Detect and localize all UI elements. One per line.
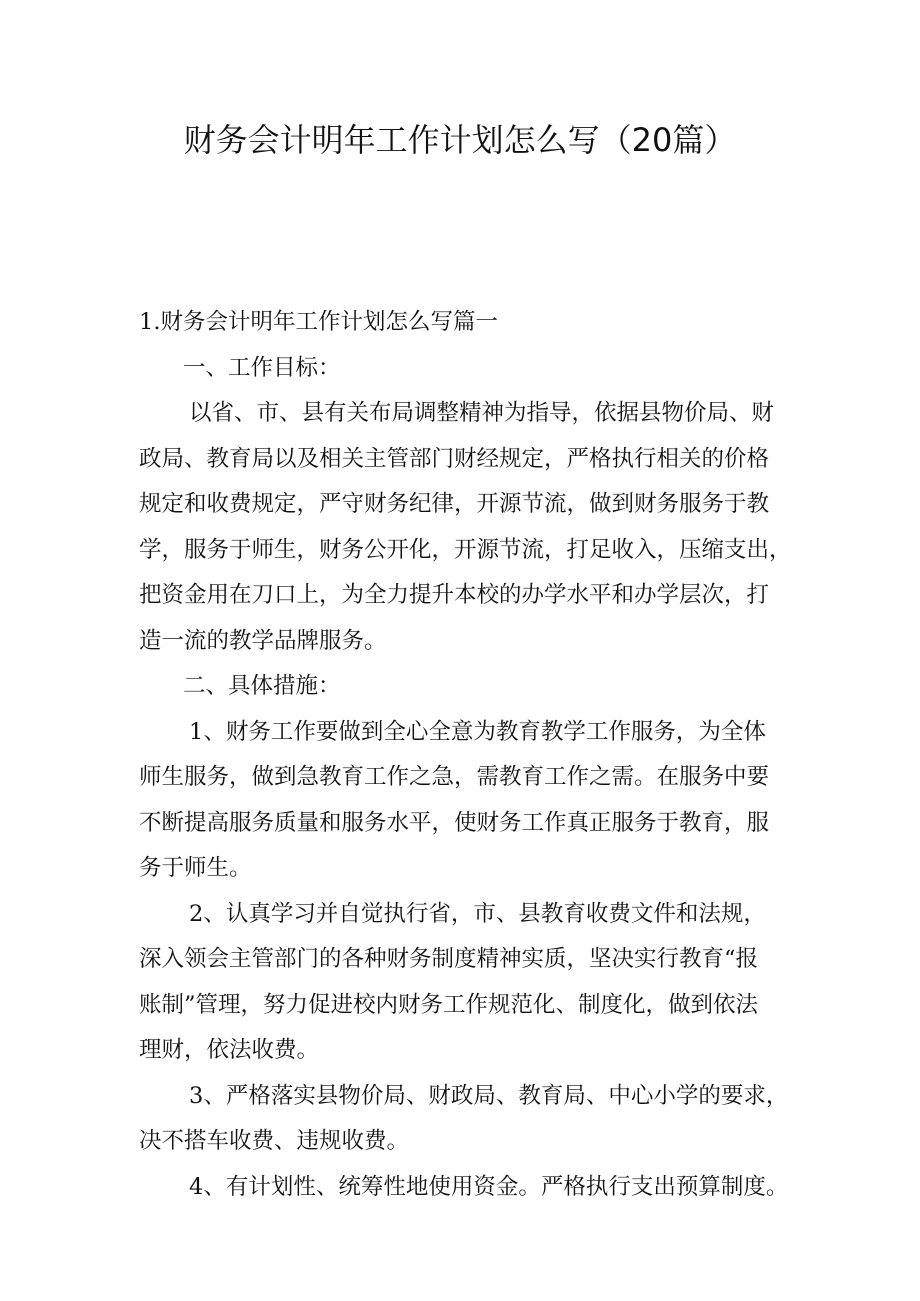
paragraph-line: 师生服务，做到急教育工作之急，需教育工作之需。在服务中要 xyxy=(139,764,770,790)
paragraph-line: 学，服务于师生，财务公开化，开源节流，打足收入，压缩支出， xyxy=(139,536,792,563)
paragraph-line: 账制”管理，努力促进校内财务工作规范化、制度化，做到依法 xyxy=(139,991,759,1018)
paragraph-line: 4、有计划性、统筹性地使用资金。严格执行支出预算制度。 xyxy=(189,1173,789,1200)
paragraph-line: 决不搭车收费、违规收费。 xyxy=(139,1128,410,1154)
paragraph-line: 深入领会主管部门的各种财务制度精神实质，坚决实行教育“报 xyxy=(139,946,759,972)
paragraph-line: 造一流的教学品牌服务。 xyxy=(139,627,387,654)
paragraph-line: 把资金用在刀口上，为全力提升本校的办学水平和办学层次，打 xyxy=(139,582,770,608)
document-body xyxy=(139,300,792,1210)
paragraph-line: 1、财务工作要做到全心全意为教育教学工作服务，为全体 xyxy=(189,718,766,745)
paragraph-line: 3、严格落实县物价局、财政局、教育局、中心小学的要求， xyxy=(189,1082,789,1109)
paragraph-line: 以省、市、县有关布局调整精神为指导，依据县物价局、财 xyxy=(189,400,775,426)
paragraph-line: 务于师生。 xyxy=(139,855,252,881)
paragraph-line: 一、工作目标： xyxy=(183,354,341,381)
paragraph-line: 二、具体措施： xyxy=(183,673,341,699)
document-title: 财务会计明年工作计划怎么写（20篇） xyxy=(183,121,737,159)
paragraph-line: 理财，依法收费。 xyxy=(139,1037,320,1063)
paragraph-line: 规定和收费规定，严守财务纪律，开源节流，做到财务服务于教 xyxy=(139,491,770,517)
paragraph-line: 政局、教育局以及相关主管部门财经规定，严格执行相关的价格 xyxy=(139,445,770,472)
section-heading: 1.财务会计明年工作计划怎么写篇一 xyxy=(139,309,498,335)
paragraph-line: 2、认真学习并自觉执行省，市、县教育收费文件和法规， xyxy=(189,900,766,927)
paragraph-line: 不断提高服务质量和服务水平，使财务工作真正服务于教育，服 xyxy=(139,809,770,836)
